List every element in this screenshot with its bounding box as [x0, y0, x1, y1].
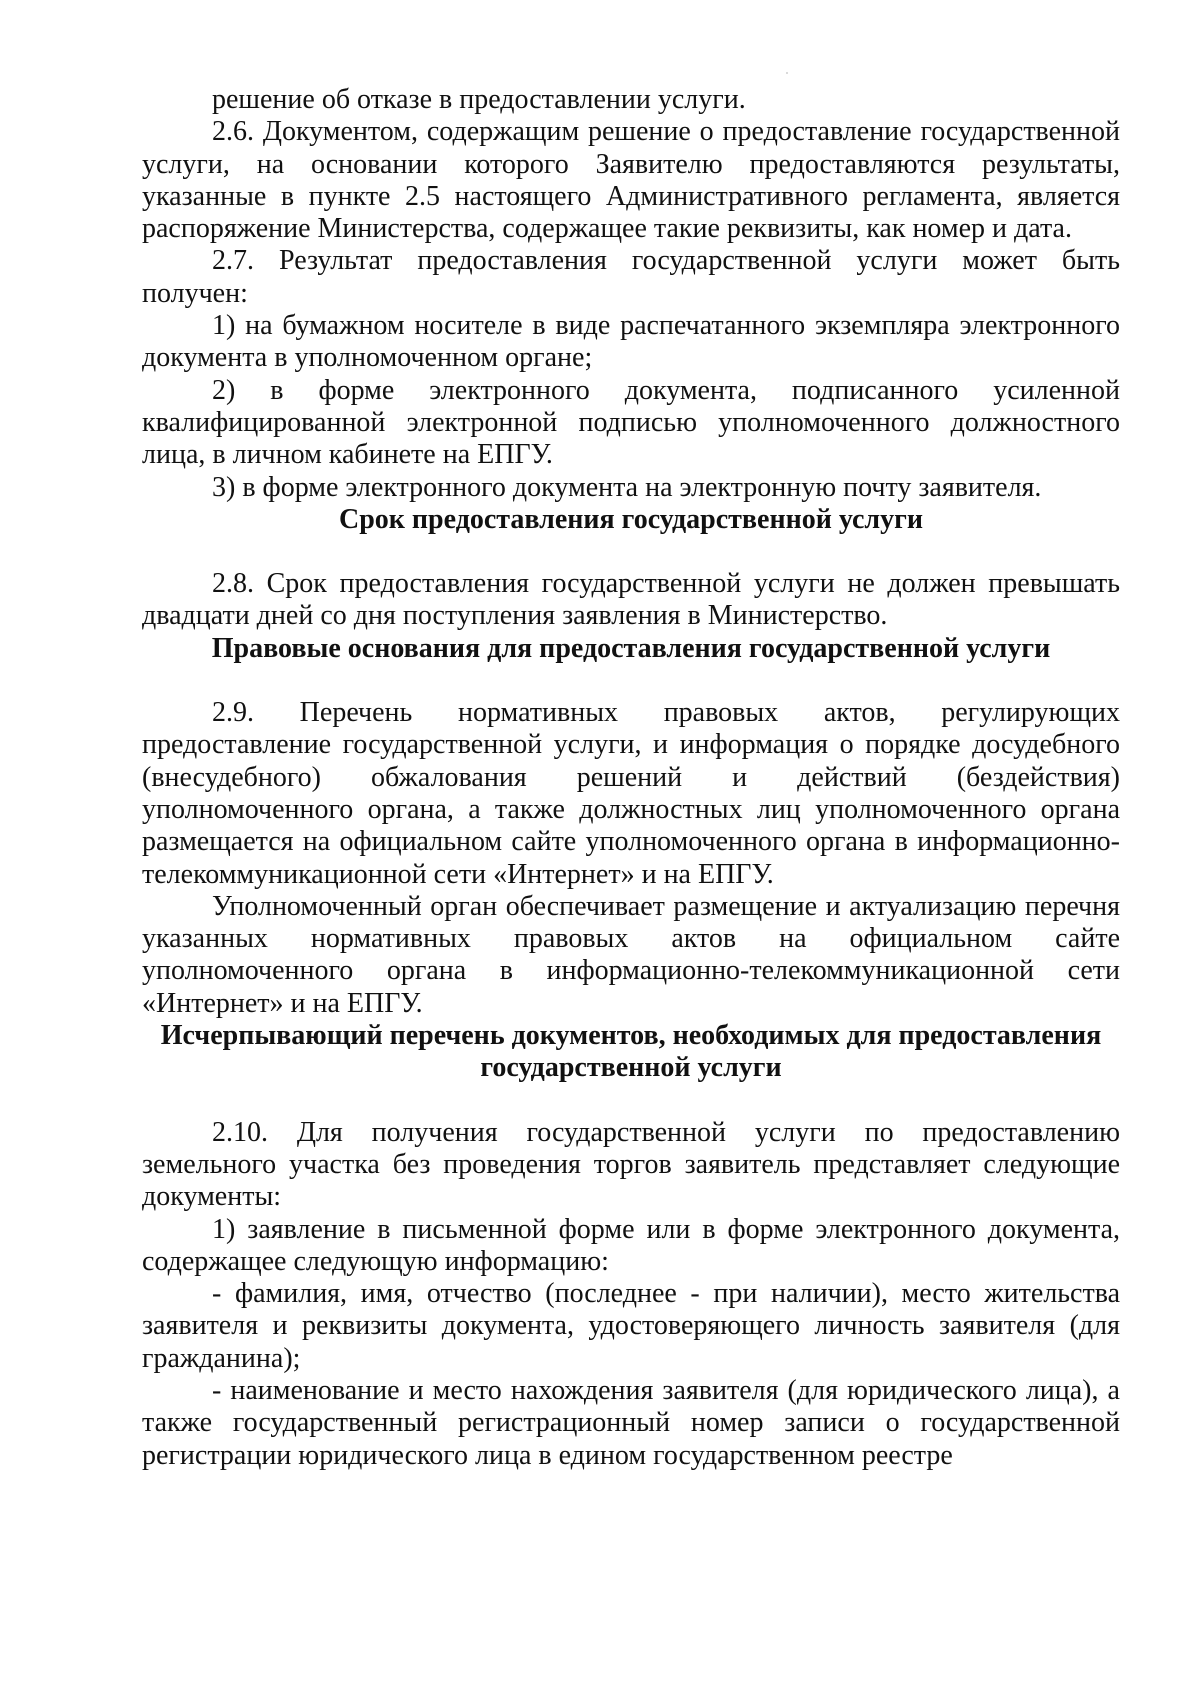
spacer — [142, 665, 1120, 697]
paragraph-2-7-item-2: 2) в форме электронного документа, подписанного усиленной квалифицированной электронной подписью уполномоченного должностного лица, в личном кабинете на ЕПГУ. — [142, 374, 1120, 471]
paragraph-2-10-citizen-info: - фамилия, имя, отчество (последнее - при наличии), место жительства заявителя и реквизиты документа, удостоверяющего личность заявителя (для гражданина); — [142, 1278, 1120, 1374]
document-body — [142, 84, 1120, 1472]
paragraph-2-6: 2.6. Документом, содержащим решение о предоставление государственной услуги, на основании которого Заявителю предоставляются результаты, указанные в пункте 2.5 настоящего Административного регламента, является распоряжение Министерства, содержащее такие реквизиты, как номер и дата. — [142, 116, 1120, 245]
paragraph-2-10-legal-entity-info: - наименование и место нахождения заявителя (для юридического лица), а также государственный регистрационный номер записи о государственной регистрации юридического лица в едином государственном реестре — [142, 1374, 1120, 1471]
heading-legal-basis: Правовые основания для предоставления государственной услуги — [211, 632, 1051, 664]
spacer — [142, 1085, 1120, 1117]
paragraph-2-9: 2.9. Перечень нормативных правовых актов, регулирующих предоставление государственной услуги, и информация о порядке досудебного (внесудебного) обжалования решений и действий (бездействия) уполномоченного органа, а также должностных лиц уполномоченного органа размещается на официальном сайте уполномоченного органа в информационно-телекоммуникационной сети «Интернет» и на ЕПГУ. — [142, 697, 1120, 890]
paragraph-2-8: 2.8. Срок предоставления государственной услуги не должен превышать двадцати дней со дня поступления заявления в Министерство. — [142, 568, 1120, 632]
spacer — [142, 536, 1120, 568]
paragraph-2-10-item-1: 1) заявление в письменной форме или в форме электронного документа, содержащее следующую информацию: — [142, 1213, 1120, 1277]
paragraph-2-10: 2.10. Для получения государственной услуги по предоставлению земельного участка без проведения торгов заявитель представляет следующие документы: — [142, 1116, 1120, 1213]
paragraph-2-7-item-3: 3) в форме электронного документа на электронную почту заявителя. — [212, 471, 1042, 503]
paragraph-refusal-tail: решение об отказе в предоставлении услуги. — [212, 84, 746, 115]
paragraph-authority-duty: Уполномоченный орган обеспечивает размещение и актуализацию перечня указанных нормативных правовых актов на официальном сайте уполномоченного органа в информационно-телекоммуникационной сети «Интернет» и на ЕПГУ. — [142, 890, 1120, 1019]
heading-documents-line-1: Исчерпывающий перечень документов, необходимых для предоставления — [160, 1020, 1102, 1052]
heading-documents-line-2: государственной услуги — [480, 1052, 782, 1084]
scan-speck — [786, 72, 788, 74]
paragraph-2-7: 2.7. Результат предоставления государственной услуги может быть получен: — [142, 245, 1120, 309]
heading-documents — [142, 1020, 1120, 1085]
heading-term: Срок предоставления государственной услуги — [339, 503, 923, 535]
paragraph-2-7-item-1: 1) на бумажном носителе в виде распечатанного экземпляра электронного документа в уполномоченном органе; — [142, 310, 1120, 374]
